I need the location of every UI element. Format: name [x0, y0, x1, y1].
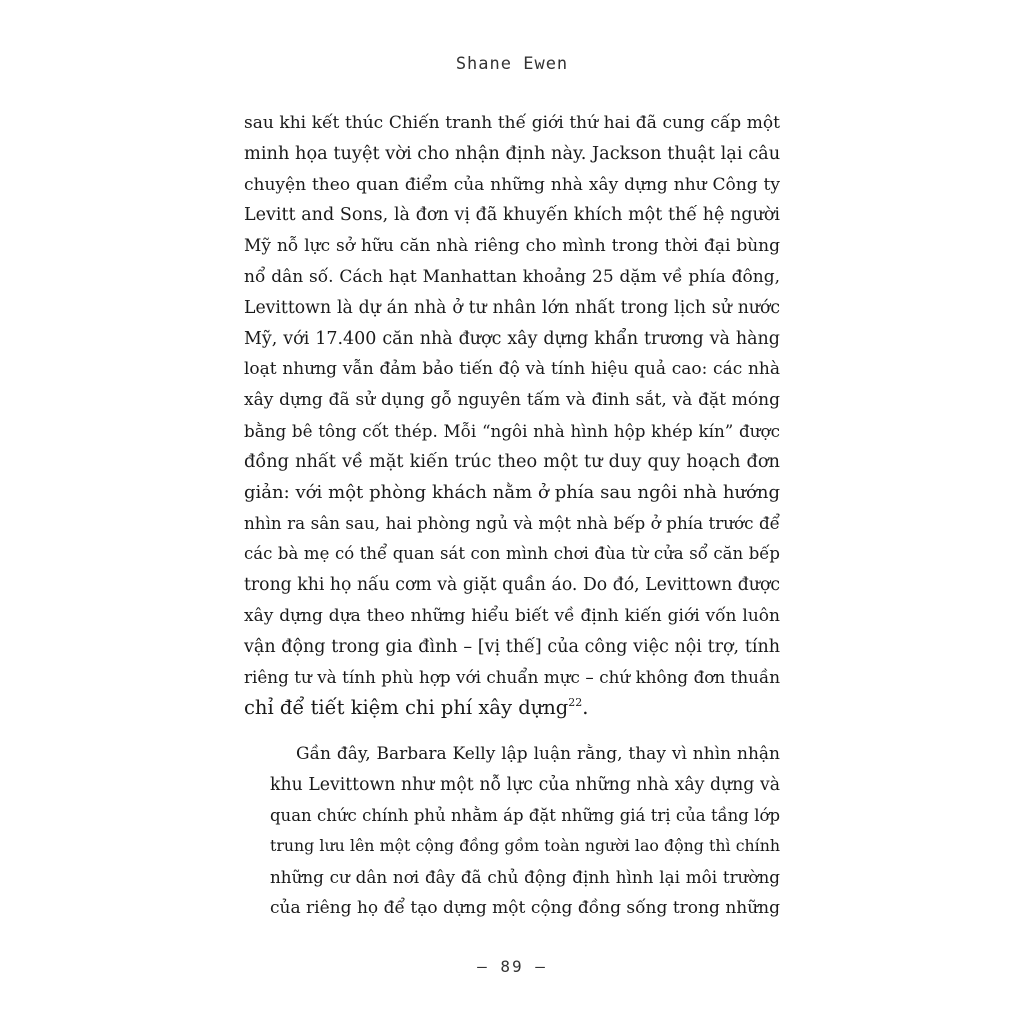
paragraph-1: [244, 108, 780, 724]
text-line: Levittown là dự án nhà ở tư nhân lớn nhất trong lịch sử nước: [244, 297, 780, 318]
running-header-author: Shane Ewen: [455, 54, 569, 74]
text-line: giản: với một phòng khách nằm ở phía sau ngôi nhà hướng: [244, 481, 780, 503]
text-line: Mỹ, với 17.400 căn nhà được xây dựng khẩn trương và hàng: [244, 328, 780, 349]
text-line: chuyện theo quan điểm của những nhà xây dựng như Công ty: [244, 174, 780, 195]
text-line: riêng tư và tính phù hợp với chuẩn mực – chứ không đơn thuần: [244, 667, 780, 688]
text-line: bằng bê tông cốt thép. Mỗi “ngôi nhà hình hộp khép kín” được: [244, 420, 780, 441]
text-line: trong khi họ nấu cơm và giặt quần áo. Do đó, Levittown được: [244, 574, 780, 595]
paragraph-2: [244, 739, 780, 924]
text-line: Mỹ nỗ lực sở hữu căn nhà riêng cho mình trong thời đại bùng: [244, 236, 780, 257]
text-line: của riêng họ để tạo dựng một cộng đồng sống trong những: [270, 897, 780, 918]
text-line: xây dựng đã sử dụng gỗ nguyên tấm và đinh sắt, và đặt móng: [244, 390, 780, 411]
text-line: khu Levittown như một nỗ lực của những nhà xây dựng và: [270, 774, 780, 795]
text-line: sau khi kết thúc Chiến tranh thế giới thứ hai đã cung cấp một: [244, 113, 780, 133]
sentence-end: .: [582, 696, 589, 720]
text-line: xây dựng dựa theo những hiểu biết về định kiến giới vốn luôn: [244, 605, 780, 626]
text-line: đồng nhất về mặt kiến trúc theo một tư duy quy hoạch đơn: [244, 451, 780, 472]
text-line-last: [244, 693, 780, 724]
text-line: nhìn ra sân sau, hai phòng ngủ và một nhà bếp ở phía trước để: [244, 513, 780, 534]
page-number: – 89 –: [477, 957, 547, 976]
text-line: vận động trong gia đình – [vị thế] của công việc nội trợ, tính: [244, 636, 780, 657]
text-line: Gần đây, Barbara Kelly lập luận rằng, thay vì nhìn nhận: [296, 743, 780, 764]
text-line: trung lưu lên một cộng đồng gồm toàn người lao động thì chính: [270, 836, 780, 856]
text-line: Levitt and Sons, là đơn vị đã khuyến khích một thế hệ người: [244, 205, 780, 226]
text-line: nổ dân số. Cách hạt Manhattan khoảng 25 dặm về phía đông,: [244, 266, 780, 287]
body-text: [244, 108, 780, 924]
text-line-content: chỉ để tiết kiệm chi phí xây dựng: [244, 696, 569, 720]
text-line: những cư dân nơi đây đã chủ động định hình lại môi trường: [270, 867, 780, 888]
text-line: quan chức chính phủ nhằm áp đặt những giá trị của tầng lớp: [270, 805, 780, 825]
text-line: các bà mẹ có thể quan sát con mình chơi đùa từ cửa sổ căn bếp: [244, 544, 780, 564]
text-line: loạt nhưng vẫn đảm bảo tiến độ và tính hiệu quả cao: các nhà: [244, 359, 780, 380]
footnote-ref[interactable]: 22: [568, 696, 583, 710]
text-line: minh họa tuyệt vời cho nhận định này. Jackson thuật lại câu: [244, 143, 781, 164]
